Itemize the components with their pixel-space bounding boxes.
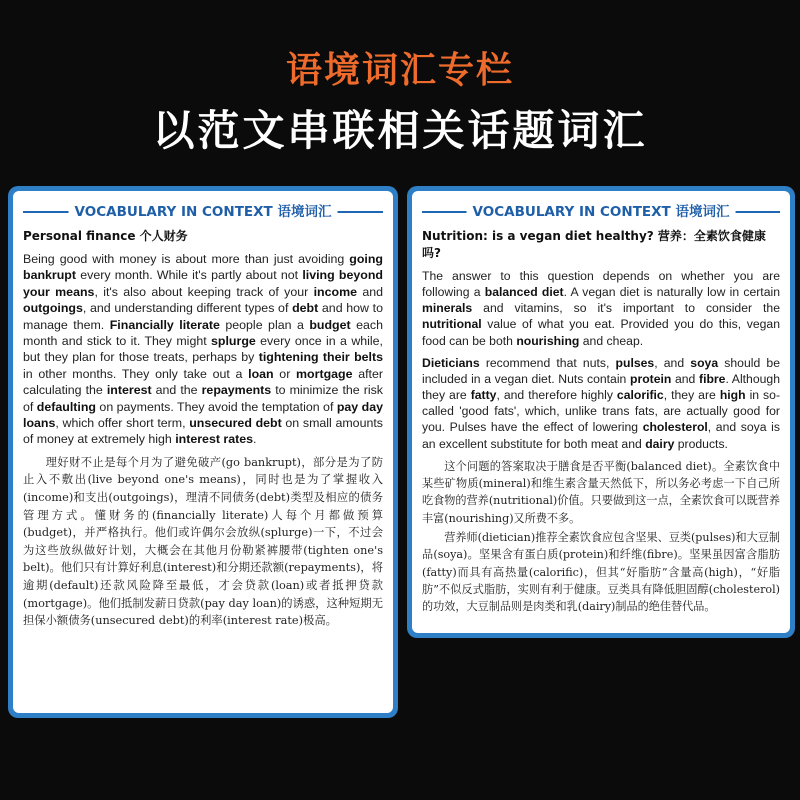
vocab-term: nutritional — [422, 317, 482, 332]
passage-text: or — [273, 366, 297, 381]
passage-text: . Although they are — [422, 371, 780, 403]
topic-title: Nutrition: is a vegan diet healthy? 营养：全素饮食健康吗? — [422, 229, 766, 260]
section-heading — [23, 199, 383, 225]
vocab-term: defaulting — [36, 399, 96, 414]
passage-text: , it's also about keeping track of your — [94, 284, 314, 299]
passage-text: Being good with money is about more than just avoiding — [23, 252, 350, 266]
column-subtitle: 以范文串联相关话题词汇 — [152, 106, 648, 155]
vocab-term: interest rates — [175, 432, 254, 447]
vocab-term: balanced diet — [484, 285, 564, 300]
vocab-term: outgoings — [23, 301, 83, 316]
passage-text: and — [357, 284, 383, 299]
passage-text: and — [671, 371, 699, 386]
passage-text: people plan a — [219, 317, 310, 332]
passage-text: , and soya is an excellent substitute for both meat and — [422, 420, 780, 451]
passage-text: . — [253, 432, 257, 447]
vocab-term: going bankrupt — [23, 252, 383, 283]
passage-text: to minimize the risk of — [23, 383, 383, 414]
vocab-term: dairy — [645, 436, 675, 451]
passage-text: in other months. They only take out a — [23, 366, 249, 381]
vocab-term: fatty — [470, 388, 497, 403]
english-passage-1 — [422, 268, 780, 349]
vocab-term: protein — [629, 371, 672, 386]
vocab-term: Financially literate — [109, 317, 220, 332]
vocab-term: calorific — [616, 388, 664, 403]
passage-text: , they are — [663, 388, 720, 403]
vocab-term: pay day loans — [23, 399, 383, 431]
passage-text: . A vegan diet is naturally low in certain — [563, 285, 780, 300]
passage-text: and cheap. — [579, 333, 644, 348]
vocab-term: soya — [690, 355, 719, 370]
chinese-translation-1: 这个问题的答案取决于膳食是否平衡(balanced diet)。全素饮食中某些矿物质(mineral)和维生素含量天然低下，所以务必考虑一下自己所吃食物的营养(nutritional)价值。只要做到这一点，全素饮食可以既营养丰富(nourishing)又所费不多。 — [422, 459, 780, 525]
passage-text: after calculating the — [23, 366, 383, 398]
passage-text: , and understanding different types of — [82, 301, 293, 316]
vocab-term: high — [719, 388, 746, 403]
column-title: 语境词汇专栏 — [285, 50, 514, 91]
passage-text: and vitamins, so it's important to consider the — [472, 301, 780, 316]
vocab-term: fibre — [699, 371, 726, 386]
section-heading — [422, 199, 780, 225]
vocab-term: splurge — [211, 334, 256, 349]
passage-text: products. — [674, 436, 728, 451]
left-vocab-card — [8, 186, 398, 718]
passage-text: and how to manage them. — [23, 301, 383, 332]
chinese-translation-2: 营养师(dietician)推荐全素饮食应包含坚果、豆类(pulses)和大豆制品(soya)。坚果含有蛋白质(protein)和纤维(fibre)。坚果虽因富含脂肪(fatty)而具有高热量(calorific)，但其“好脂肪”含量高(high)，“好脂肪”不似反式脂肪，实则有利于健康。豆类具有降低胆固醇(cholesterol)的功效，大豆制品则是肉类和乳(dairy)制品的绝佳替代品。 — [422, 531, 780, 614]
passage-text: every month. While it's partly about not — [76, 268, 303, 283]
vocab-term: cholesterol — [642, 420, 708, 435]
passage-text: on payments. They avoid the temptation of — [95, 399, 337, 414]
vocab-term: interest — [106, 383, 152, 398]
vocab-term: nourishing — [516, 333, 580, 348]
passage-text: The answer to this question depends on whether you are following a — [422, 269, 780, 300]
passage-text: , and — [654, 355, 691, 370]
section-label: VOCABULARY IN CONTEXT 语境词汇 — [467, 199, 736, 225]
vocab-term: minerals — [422, 301, 473, 316]
vocab-term: income — [313, 284, 357, 299]
passage-text: value of what you eat. Provided you do this, vegan food can be both — [422, 317, 780, 348]
passage-text: , which offer short term, — [55, 416, 190, 431]
vocab-term: repayments — [201, 383, 272, 398]
vocab-term: pulses — [615, 355, 655, 370]
passage-text: recommend that nuts, — [479, 355, 616, 370]
passage-text: in so-called 'good fats', which, unlike trans fats, are actually good for you. Pulses have the effect of lowering — [422, 388, 781, 435]
vocab-term: debt — [292, 301, 319, 316]
vocab-term: tightening their belts — [258, 350, 383, 365]
vocab-term: living beyond your means — [23, 268, 383, 299]
vocab-term: budget — [309, 317, 351, 332]
english-passage-2 — [422, 355, 780, 452]
passage-text: every once in a while, but they plan for those treats, perhaps by — [23, 334, 383, 365]
section-label: VOCABULARY IN CONTEXT 语境词汇 — [69, 199, 338, 225]
vocab-term: Dieticians — [422, 355, 480, 370]
passage-text: each month and stick to it. They might — [23, 317, 383, 349]
right-vocab-card — [407, 186, 795, 638]
topic-title: Personal finance 个人财务 — [23, 229, 188, 243]
chinese-translation: 理好财不止是每个月为了避免破产(go bankrupt)，部分是为了防止入不敷出(live beyond one's means)，同时也是为了掌握收入(income)和支出(outgoings)，理清不同债务(debt)类型及相应的债务管理方式。懂财务的(financially literate)人每个月都做预算(budget)，并严格执行。他们或许偶尔会放纵(splurge)一下，不过会为这些放纵做好计划，大概会在其他月份勒紧裤腰带(tighten one's belt)。他们只有计算好利息(interest)和分期还款额(repayments)，将逾期(default)还款风险降至最低，才会贷款(loan)或者抵押贷款(mortgage)。他们抵制发薪日贷款(pay day loan)的诱惑，这种短期无担保小额债务(unsecured debt)的利率(interest rate)极高。 — [23, 455, 383, 628]
passage-text: , and therefore highly — [496, 388, 617, 403]
vocab-term: unsecured debt — [189, 416, 282, 431]
passage-text: on small amounts of money at extremely high — [23, 416, 383, 447]
english-passage — [23, 251, 383, 448]
vocab-term: mortgage — [296, 366, 353, 381]
vocab-term: loan — [248, 366, 274, 381]
passage-text: should be included in a vegan diet. Nuts contain — [422, 355, 780, 386]
passage-text: and the — [151, 383, 202, 398]
